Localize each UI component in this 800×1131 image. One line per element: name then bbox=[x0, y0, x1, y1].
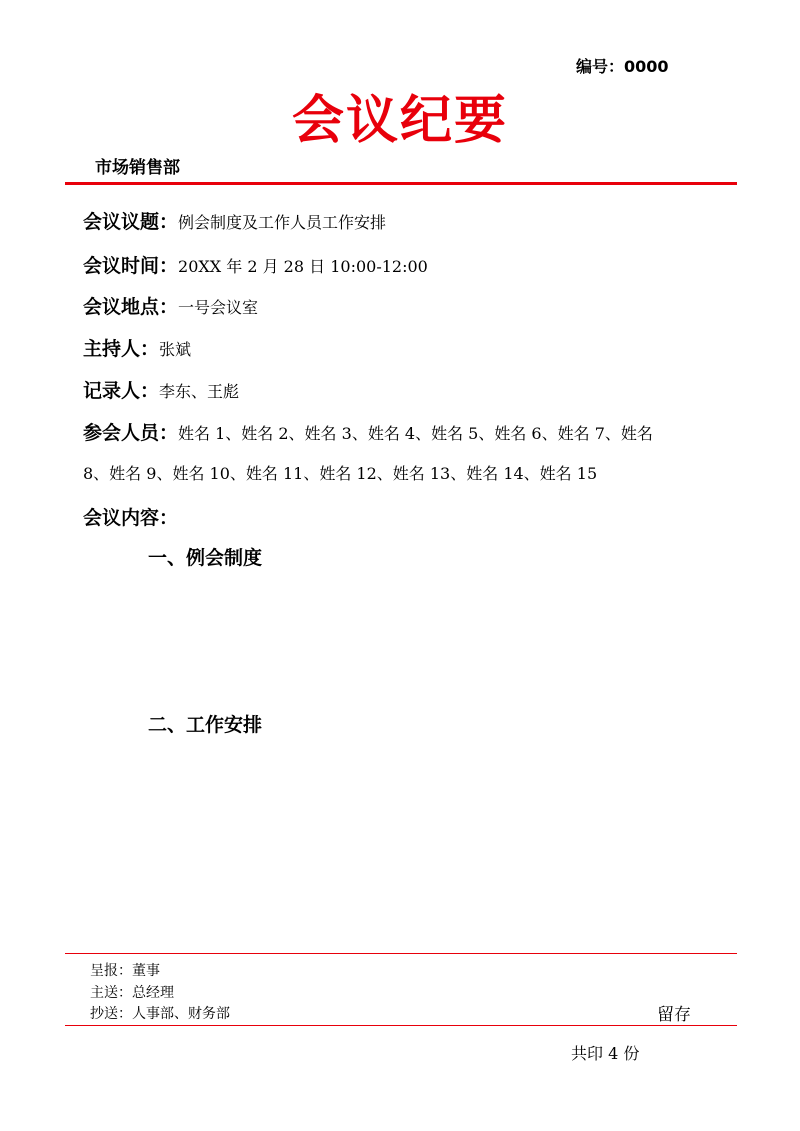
meeting-topic-value: 例会制度及工作人员工作安排 bbox=[178, 213, 387, 232]
recorder-label: 记录人： bbox=[83, 380, 160, 402]
attendees-field bbox=[83, 418, 653, 445]
meeting-place-label: 会议地点： bbox=[83, 296, 179, 318]
footer-report-to: 呈报：董事 bbox=[90, 963, 160, 979]
meeting-place-value: 一号会议室 bbox=[178, 298, 259, 317]
attendees-label: 参会人员： bbox=[83, 422, 179, 444]
recorder-field bbox=[83, 376, 239, 403]
header-divider bbox=[65, 182, 737, 185]
footer-archive: 留存 bbox=[657, 1005, 691, 1025]
document-number: 编号：0000 bbox=[576, 57, 669, 76]
meeting-time-field bbox=[83, 251, 428, 278]
footer-divider-top bbox=[65, 953, 737, 954]
meeting-content-field bbox=[83, 503, 178, 530]
meeting-topic-label: 会议议题： bbox=[83, 211, 179, 233]
meeting-topic-field bbox=[83, 207, 386, 234]
host-value: 张斌 bbox=[159, 340, 192, 359]
document-title: 会议纪要 bbox=[291, 91, 508, 151]
footer-copies: 共印 4 份 bbox=[571, 1044, 640, 1063]
attendees-value-line1: 姓名 1、姓名 2、姓名 3、姓名 4、姓名 5、姓名 6、姓名 7、姓名 bbox=[178, 424, 653, 443]
meeting-content-label: 会议内容： bbox=[83, 507, 179, 529]
department-name: 市场销售部 bbox=[95, 158, 180, 178]
section-heading-work-arrangement: 二、工作安排 bbox=[148, 714, 263, 736]
meeting-time-value: 20XX 年 2 月 28 日 10:00-12:00 bbox=[178, 257, 428, 276]
recorder-value: 李东、王彪 bbox=[159, 382, 240, 401]
meeting-place-field bbox=[83, 292, 258, 319]
host-label: 主持人： bbox=[83, 338, 160, 360]
footer-send-to: 主送：总经理 bbox=[90, 985, 174, 1001]
footer-divider-bottom bbox=[65, 1025, 737, 1026]
attendees-value-line2: 8、姓名 9、姓名 10、姓名 11、姓名 12、姓名 13、姓名 14、姓名 15 bbox=[83, 464, 598, 483]
meeting-time-label: 会议时间： bbox=[83, 255, 179, 277]
host-field bbox=[83, 334, 191, 361]
footer-cc: 抄送：人事部、财务部 bbox=[90, 1006, 230, 1022]
section-heading-meeting-rules: 一、例会制度 bbox=[148, 547, 263, 569]
